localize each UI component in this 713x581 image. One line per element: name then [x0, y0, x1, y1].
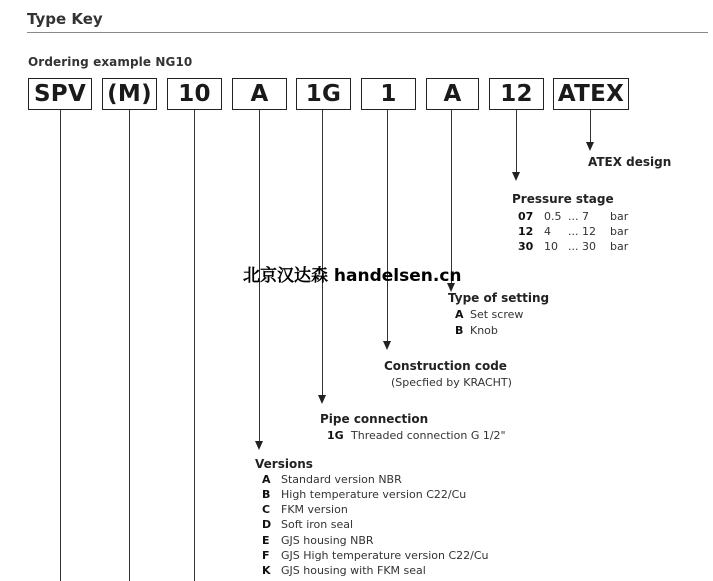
arrow-down-icon	[512, 172, 520, 181]
code-box-version: A	[232, 78, 287, 110]
code-box-construction: 1	[361, 78, 416, 110]
connector-line-pipe	[322, 110, 323, 395]
pipe-row: 1G Threaded connection G 1/2"	[327, 429, 506, 442]
connector-line-setting	[451, 110, 452, 283]
pipe-heading: Pipe connection	[320, 412, 429, 426]
construction-heading: Construction code	[384, 359, 507, 373]
connector-line-series	[60, 110, 61, 581]
connector-line-construction	[387, 110, 388, 341]
connector-line-option-m	[129, 110, 130, 581]
code-box-series: SPV	[28, 78, 92, 110]
code-box-size: 10	[167, 78, 222, 110]
version-row: B High temperature version C22/Cu	[262, 488, 467, 501]
arrow-down-icon	[383, 341, 391, 350]
watermark-text: 北京汉达森 handelsen.cn	[243, 266, 462, 286]
code-box-option-m: (M)	[102, 78, 157, 110]
version-row: E GJS housing NBR	[262, 534, 374, 547]
version-row: A Standard version NBR	[262, 473, 402, 486]
pressure-row: 07 0.5 ... 7 bar	[518, 210, 629, 223]
pressure-row: 30 10 ... 30 bar	[518, 240, 629, 253]
code-box-pipe: 1G	[296, 78, 351, 110]
arrow-down-icon	[255, 441, 263, 450]
versions-heading: Versions	[255, 457, 313, 471]
pressure-row: 12 4 ... 12 bar	[518, 225, 629, 238]
setting-heading: Type of setting	[448, 291, 550, 305]
connector-line-pressure	[516, 110, 517, 172]
title-divider	[27, 32, 708, 33]
code-box-setting: A	[426, 78, 479, 110]
pressure-heading: Pressure stage	[512, 192, 614, 206]
code-box-atex: ATEX	[553, 78, 629, 110]
arrow-down-icon	[586, 142, 594, 151]
version-row: K GJS housing with FKM seal	[262, 564, 426, 577]
construction-note: (Specfied by KRACHT)	[391, 376, 512, 389]
setting-row: B Knob	[455, 324, 498, 337]
atex-heading: ATEX design	[588, 155, 672, 169]
code-box-pressure: 12	[489, 78, 544, 110]
ordering-example-label: Ordering example NG10	[28, 55, 193, 69]
arrow-down-icon	[318, 395, 326, 404]
setting-row: A Set screw	[455, 308, 524, 321]
page-title: Type Key	[27, 10, 103, 28]
version-row: C FKM version	[262, 503, 348, 516]
version-row: F GJS High temperature version C22/Cu	[262, 549, 489, 562]
connector-line-size	[194, 110, 195, 581]
connector-line-atex	[590, 110, 591, 142]
version-row: D Soft iron seal	[262, 518, 354, 531]
